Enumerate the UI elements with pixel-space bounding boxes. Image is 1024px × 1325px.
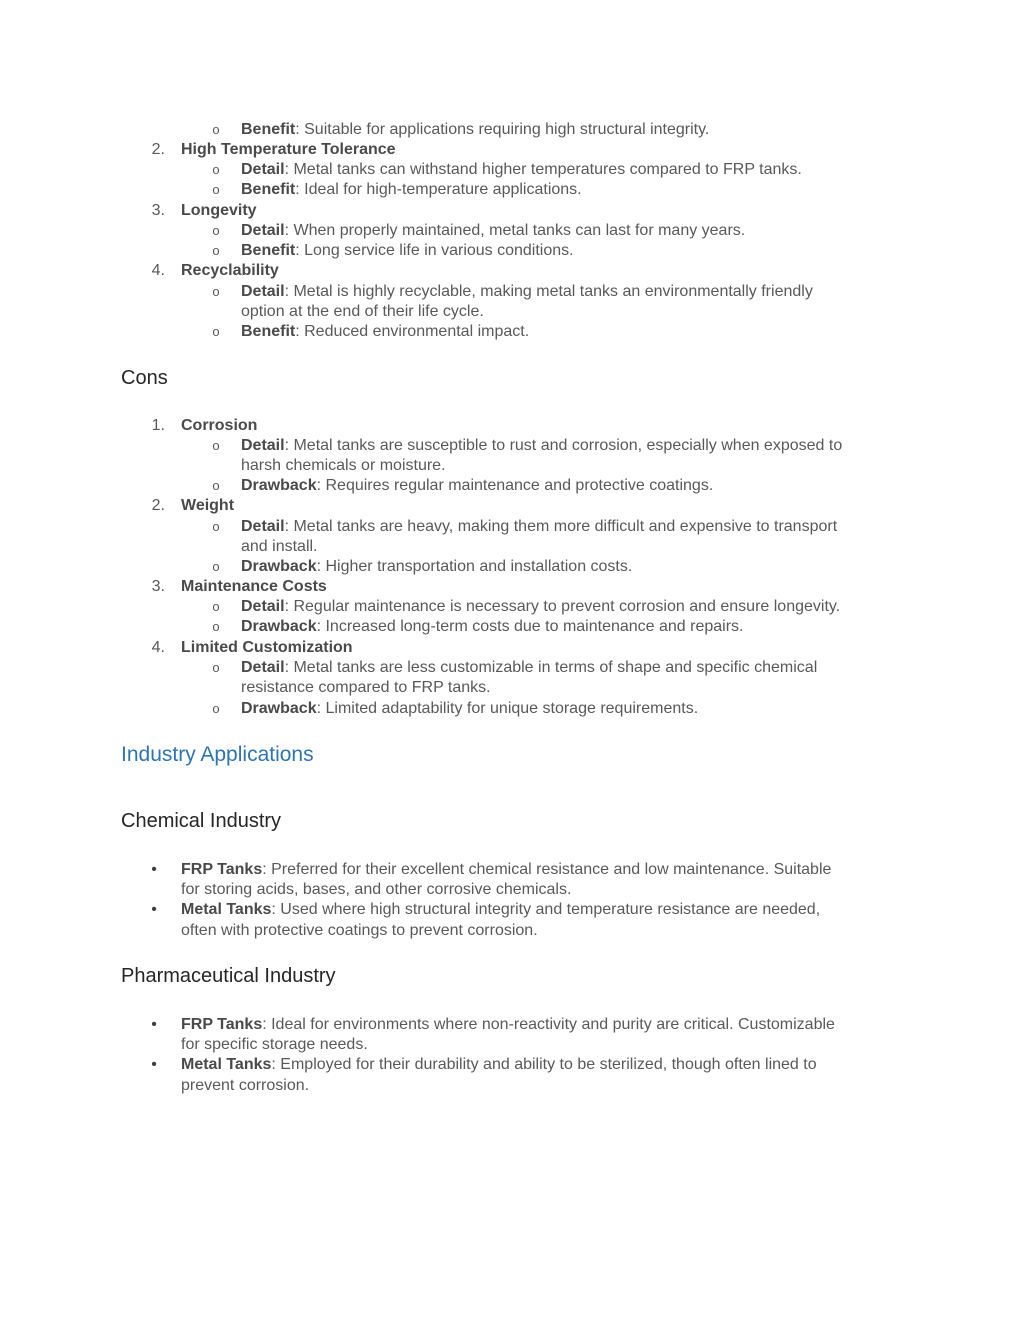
pharmaceutical-industry-heading: Pharmaceutical Industry — [121, 965, 336, 987]
benefit-line — [241, 322, 529, 342]
sub-bullet-marker: o — [212, 324, 220, 339]
bullet-line — [181, 1015, 835, 1035]
bullet-line — [181, 900, 820, 920]
detail-line — [241, 658, 817, 678]
item-title-text: Maintenance Costs — [181, 578, 327, 595]
benefit-text: : Long service life in various conditions. — [295, 242, 574, 259]
detail-line-continued: option at the end of their life cycle. — [241, 303, 484, 320]
chemical-industry-heading: Chemical Industry — [121, 810, 282, 832]
detail-text: : When properly maintained, metal tanks can last for many years. — [284, 222, 746, 239]
detail-label: Detail — [241, 283, 285, 300]
sub-bullet-marker: o — [212, 223, 220, 238]
drawback-line — [241, 617, 744, 637]
item-title-text: Limited Customization — [181, 639, 353, 656]
bullet-label: Metal Tanks — [181, 1056, 272, 1073]
detail-line — [241, 597, 840, 617]
bullet-marker: • — [151, 1016, 157, 1033]
list-item-title — [181, 577, 327, 597]
bullet-line-continued: often with protective coatings to prevent corrosion. — [181, 922, 538, 939]
sub-bullet-marker: o — [212, 162, 220, 177]
sub-bullet-marker: o — [212, 122, 220, 137]
detail-label: Detail — [241, 161, 285, 178]
benefit-text: : Ideal for high-temperature applications. — [295, 181, 582, 198]
list-item-title — [181, 638, 353, 658]
benefit-label: Benefit — [241, 323, 296, 340]
list-number: 3. — [151, 578, 165, 595]
detail-line-continued: and install. — [241, 538, 318, 555]
drawback-text: : Higher transportation and installation costs. — [316, 558, 633, 575]
drawback-label: Drawback — [241, 618, 317, 635]
list-item-title — [181, 201, 257, 221]
bullet-marker: • — [151, 861, 157, 878]
sub-bullet-marker: o — [212, 438, 220, 453]
bullet-label: Metal Tanks — [181, 901, 272, 918]
detail-line — [241, 160, 802, 180]
sub-bullet-marker: o — [212, 559, 220, 574]
sub-bullet-marker: o — [212, 284, 220, 299]
sub-bullet-marker: o — [212, 599, 220, 614]
bullet-text: : Used where high structural integrity and temperature resistance are needed, — [271, 901, 821, 918]
detail-text: : Metal is highly recyclable, making metal tanks an environmentally friendly — [284, 283, 813, 300]
bullet-line-continued: for specific storage needs. — [181, 1036, 368, 1053]
detail-label: Detail — [241, 659, 285, 676]
drawback-label: Drawback — [241, 700, 317, 717]
bullet-marker: • — [151, 1056, 157, 1073]
list-number: 4. — [151, 639, 165, 656]
detail-line-continued: harsh chemicals or moisture. — [241, 457, 446, 474]
item-title-text: Recyclability — [181, 262, 279, 279]
detail-text: : Metal tanks are less customizable in terms of shape and specific chemical — [284, 659, 818, 676]
sub-bullet-marker: o — [212, 619, 220, 634]
sub-bullet-marker: o — [212, 478, 220, 493]
sub-bullet-marker: o — [212, 701, 220, 716]
bullet-line — [181, 860, 831, 880]
drawback-label: Drawback — [241, 477, 317, 494]
detail-line — [241, 517, 837, 537]
benefit-label: Benefit — [241, 121, 296, 138]
benefit-line — [241, 120, 709, 140]
detail-text: : Metal tanks are susceptible to rust and corrosion, especially when exposed to — [284, 437, 843, 454]
list-item-title — [181, 140, 396, 160]
benefit-line — [241, 180, 582, 200]
list-number: 3. — [151, 202, 165, 219]
list-number: 4. — [151, 262, 165, 279]
detail-label: Detail — [241, 598, 285, 615]
item-title-text: High Temperature Tolerance — [181, 141, 396, 158]
benefit-line — [241, 241, 574, 261]
detail-line — [241, 282, 813, 302]
bullet-text: : Employed for their durability and ability to be sterilized, though often lined to — [271, 1056, 817, 1073]
detail-label: Detail — [241, 222, 285, 239]
benefit-text: : Reduced environmental impact. — [295, 323, 530, 340]
sub-bullet-marker: o — [212, 660, 220, 675]
item-title-text: Longevity — [181, 202, 257, 219]
list-number: 2. — [151, 497, 165, 514]
industry-applications-heading: Industry Applications — [121, 743, 314, 766]
drawback-line — [241, 476, 713, 496]
bullet-line-continued: prevent corrosion. — [181, 1077, 310, 1094]
bullet-label: FRP Tanks — [181, 1016, 263, 1033]
drawback-text: : Limited adaptability for unique storage requirements. — [316, 700, 699, 717]
drawback-line — [241, 699, 698, 719]
bullet-line-continued: for storing acids, bases, and other corrosive chemicals. — [181, 881, 572, 898]
bullet-text: : Ideal for environments where non-reactivity and purity are critical. Customizable — [262, 1016, 835, 1033]
detail-label: Detail — [241, 518, 285, 535]
list-item-title — [181, 416, 257, 436]
detail-line-continued: resistance compared to FRP tanks. — [241, 679, 491, 696]
benefit-label: Benefit — [241, 242, 296, 259]
detail-line — [241, 221, 745, 241]
drawback-text: : Requires regular maintenance and protective coatings. — [316, 477, 714, 494]
bullet-line — [181, 1055, 817, 1075]
drawback-label: Drawback — [241, 558, 317, 575]
bullet-label: FRP Tanks — [181, 861, 263, 878]
sub-bullet-marker: o — [212, 243, 220, 258]
drawback-text: : Increased long-term costs due to maintenance and repairs. — [316, 618, 744, 635]
detail-line — [241, 436, 842, 456]
sub-bullet-marker: o — [212, 182, 220, 197]
item-title-text: Corrosion — [181, 417, 258, 434]
bullet-text: : Preferred for their excellent chemical resistance and low maintenance. Suitable — [262, 861, 832, 878]
detail-text: : Metal tanks can withstand higher temperatures compared to FRP tanks. — [284, 161, 802, 178]
list-item-title — [181, 496, 234, 516]
detail-text: : Metal tanks are heavy, making them more difficult and expensive to transport — [284, 518, 838, 535]
item-title-text: Weight — [181, 497, 235, 514]
bullet-marker: • — [151, 901, 157, 918]
list-number: 1. — [151, 417, 165, 434]
cons-heading: Cons — [121, 367, 168, 389]
list-number: 2. — [151, 141, 165, 158]
detail-label: Detail — [241, 437, 285, 454]
benefit-label: Benefit — [241, 181, 296, 198]
benefit-text: : Suitable for applications requiring high structural integrity. — [295, 121, 710, 138]
sub-bullet-marker: o — [212, 519, 220, 534]
list-item-title — [181, 261, 279, 281]
detail-text: : Regular maintenance is necessary to prevent corrosion and ensure longevity. — [284, 598, 841, 615]
drawback-line — [241, 557, 632, 577]
